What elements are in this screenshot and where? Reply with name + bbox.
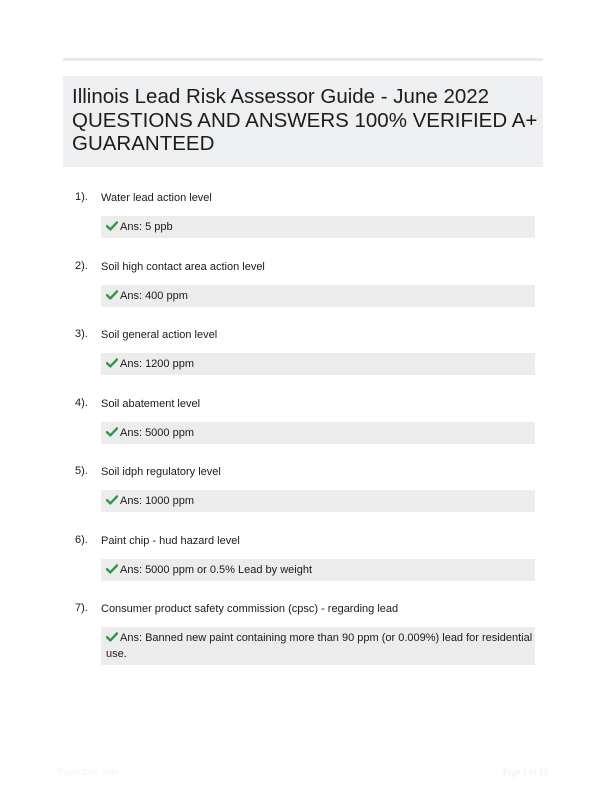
title-line: QUESTIONS AND ANSWERS 100% VERIFIED A+ [72, 108, 538, 132]
check-icon [106, 564, 118, 574]
question-text: Consumer product safety commission (cpsc) - regarding lead [101, 603, 399, 615]
check-icon [106, 632, 118, 642]
answer-box [101, 490, 535, 512]
answer-text: Ans: 5000 ppm or 0.5% Lead by weight [120, 564, 313, 576]
title-line: GUARANTEED [72, 132, 215, 155]
question-number: 1). [75, 191, 88, 203]
question-number: 7). [75, 602, 88, 614]
check-icon [106, 427, 118, 437]
title-block [63, 76, 543, 167]
answer-box [101, 627, 535, 665]
answer-text: Ans: 1200 ppm [120, 358, 194, 370]
title-line: Illinois Lead Risk Assessor Guide - June 2022 [72, 85, 490, 108]
answer-box [101, 422, 535, 444]
question-number: 2). [75, 260, 88, 272]
answer-text: Ans: 400 ppm [120, 290, 188, 302]
check-icon [106, 358, 118, 368]
question-text: Paint chip - hud hazard level [101, 535, 240, 547]
answer-text: Ans: 1000 ppm [120, 495, 194, 507]
answer-box [101, 559, 535, 581]
question-number: 6). [75, 534, 88, 546]
question-number: 5). [75, 465, 88, 477]
answer-box [101, 285, 535, 307]
question-number: 3). [75, 328, 88, 340]
question-number: 4). [75, 397, 88, 409]
answer-text: Ans: 5000 ppm [120, 427, 194, 439]
answer-text: Ans: Banned new paint containing more than 90 ppm (or 0.009%) lead for residential [120, 632, 533, 644]
question-text: Soil high contact area action level [101, 261, 265, 273]
answer-box [101, 216, 535, 238]
footer-watermark: Paper3lbic.com [57, 767, 120, 777]
check-icon [106, 290, 118, 300]
answer-text: Ans: 5 ppb [120, 221, 173, 233]
question-text: Soil general action level [101, 329, 218, 341]
question-text: Soil idph regulatory level [101, 466, 221, 478]
page-number: Page 1 of 12 [502, 767, 548, 777]
question-text: Soil abatement level [101, 398, 201, 410]
check-icon [106, 495, 118, 505]
answer-box [101, 353, 535, 375]
check-icon [106, 221, 118, 231]
question-text: Water lead action level [101, 192, 212, 204]
answer-text-continued: use. [106, 648, 127, 660]
top-divider [63, 58, 543, 61]
